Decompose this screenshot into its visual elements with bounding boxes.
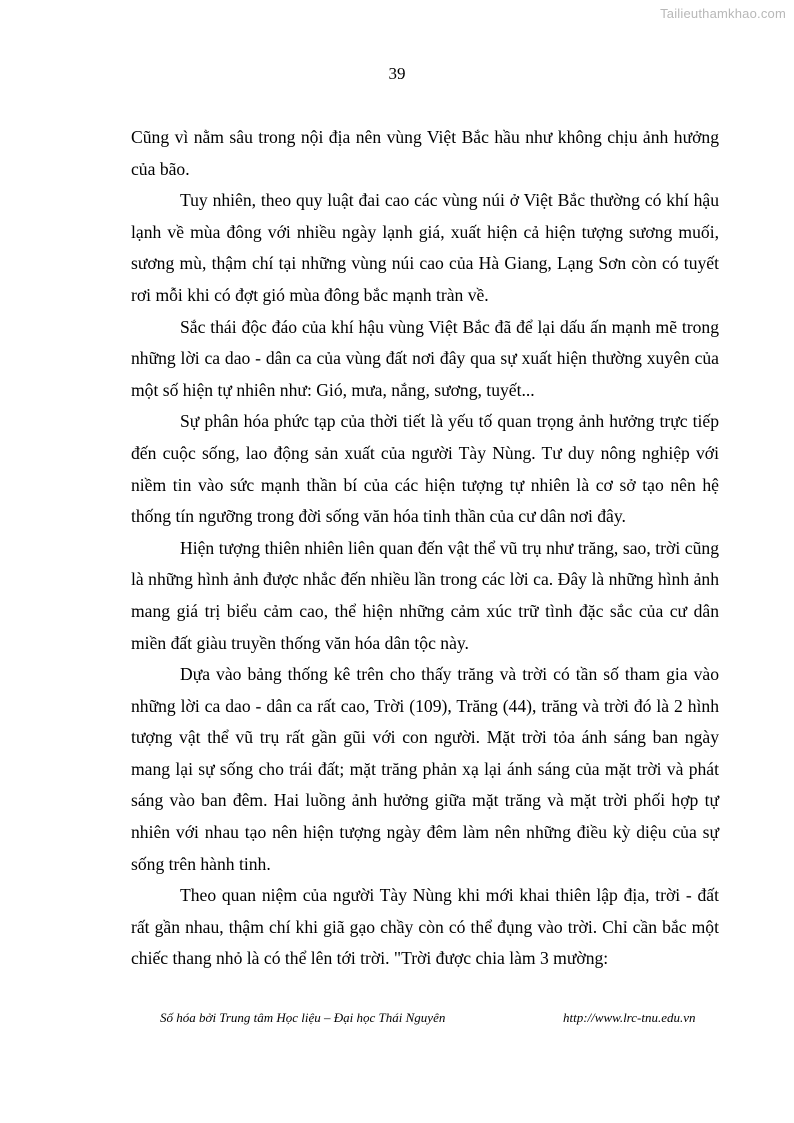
- watermark: Tailieuthamkhao.com: [660, 6, 786, 21]
- paragraph: Sắc thái độc đáo của khí hậu vùng Việt Bắc đã để lại dấu ấn mạnh mẽ trong những lời ca dao - dân ca của vùng đất nơi đây qua sự xuất hiện thường xuyên của một số hiện tự nhiên như: Gió, mưa, nắng, sương, tuyết...: [131, 316, 719, 400]
- paragraph: Cũng vì nằm sâu trong nội địa nên vùng Việt Bắc hầu như không chịu ảnh hưởng của bão.: [131, 127, 719, 179]
- footer-source: Số hóa bởi Trung tâm Học liệu – Đại học Thái Nguyên: [160, 1010, 446, 1025]
- page-number: 39: [388, 64, 406, 83]
- footer-url[interactable]: http://www.lrc-tnu.edu.vn: [563, 1010, 696, 1025]
- body-text: [131, 122, 719, 975]
- paragraph: Tuy nhiên, theo quy luật đai cao các vùng núi ở Việt Bắc thường có khí hậu lạnh về mùa đông với nhiều ngày lạnh giá, xuất hiện cả hiện tượng sương muối, sương mù, thậm chí tại những vùng núi cao của Hà Giang, Lạng Sơn còn có tuyết rơi mỗi khi có đợt gió mùa đông bắc mạnh tràn về.: [131, 190, 719, 305]
- paragraph: Theo quan niệm của người Tày Nùng khi mới khai thiên lập địa, trời - đất rất gần nhau, thậm chí khi giã gạo chầy còn có thể đụng vào trời. Chỉ cần bắc một chiếc thang nhỏ là có thể lên tới trời. "Trời được chia làm 3 mường:: [131, 885, 719, 969]
- paragraph: Hiện tượng thiên nhiên liên quan đến vật thể vũ trụ như trăng, sao, trời cũng là những hình ảnh được nhắc đến nhiều lần trong các lời ca. Đây là những hình ảnh mang giá trị biểu cảm cao, thể hiện những cảm xúc trữ tình đặc sắc của cư dân miền đất giàu truyền thống văn hóa dân tộc này.: [131, 537, 719, 653]
- paragraph: Sự phân hóa phức tạp của thời tiết là yếu tố quan trọng ảnh hưởng trực tiếp đến cuộc sống, lao động sản xuất của người Tày Nùng. Tư duy nông nghiệp với niềm tin vào sức mạnh thần bí của các hiện tượng tự nhiên là cơ sở tạo nên hệ thống tín ngưỡng trong đời sống văn hóa tinh thần của cư dân nơi đây.: [131, 411, 719, 527]
- paragraph: Dựa vào bảng thống kê trên cho thấy trăng và trời có tần số tham gia vào những lời ca dao - dân ca rất cao, Trời (109), Trăng (44), trăng và trời đó là 2 hình tượng vật thể vũ trụ rất gần gũi với con người. Mặt trời tỏa ánh sáng ban ngày mang lại sự sống cho trái đất; mặt trăng phản xạ lại ánh sáng của mặt trời và phát sáng vào ban đêm. Hai luồng ảnh hưởng giữa mặt trăng và mặt trời phối hợp tự nhiên với nhau tạo nên hiện tượng ngày đêm làm nên những điều kỳ diệu của sự sống trên hành tinh.: [131, 664, 719, 874]
